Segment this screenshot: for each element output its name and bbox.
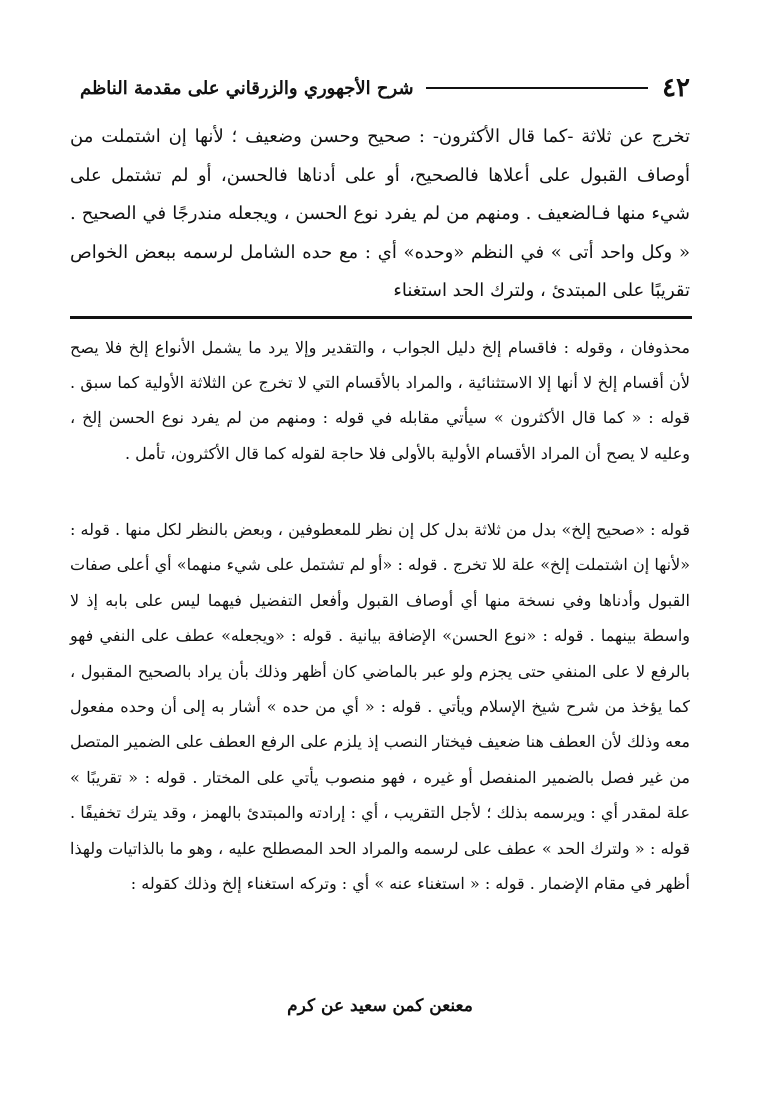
main-text-paragraph: تخرج عن ثلاثة -كما قال الأكثرون- : صحيح وحسن وضعيف ؛ لأنها إن اشتملت من أوصاف القبول على أعلاها فالصحيح، أو على أدناها فالحسن، أو لم تشتمل على شيء منها فـالضعيف . ومنهم من لم يفرد نوع الحسن ، ويجعله مندرجًا في الصحيح . « وكل واحد أتى » في النظم «وحده» أي : مع حده الشامل لرسمه ببعض الخواص تقريبًا على المبتدئ ، ولترك الحد استغناء bbox=[70, 126, 690, 302]
page-number: ٤٢ bbox=[662, 73, 690, 103]
running-title: شرح الأجهوري والزرقاني على مقدمة الناظم bbox=[80, 77, 414, 99]
main-text-block bbox=[70, 118, 690, 311]
section-separator bbox=[70, 316, 692, 319]
commentary-block bbox=[70, 512, 690, 901]
commentary-paragraph: قوله : «صحيح إلخ» بدل من ثلاثة بدل كل إن نظر للمعطوفين ، وبعض بالنظر لكل منها . قوله : «لأنها إن اشتملت إلخ» علة للا تخرج . قوله : «أو لم تشتمل على شيء منهما» أي أعلى صفات القبول وأدناها وفي نسخة منها أي أوصاف القبول وأفعل التفضيل فيهما ليس على بابه إذ لا واسطة بينهما . قوله : «نوع الحسن» الإضافة بيانية . قوله : «ويجعله» عطف على النفي فهو بالرفع لا على المنفي حتى يجزم ولو عبر بالماضي كان أظهر وذلك بأن يراد بالصحيح المقبول ، كما يؤخذ من شرح شيخ الإسلام ويأتي . قوله : « أي من حده » أشار به إلى أن وحده مفعول معه وذلك لأن العطف هنا ضعيف فيختار النصب إذ يلزم على الرفع العطف على الضمير المتصل من غير فصل بالضمير المنفصل أو غيره ، فهو منصوب يأتي على المختار . قوله : « تقريبًا » علة لمقدر أي : ويرسمه بذلك ؛ لأجل التقريب ، أي : إرادته والمبتدئ بالهمز ، وقد يترك تخفيفًا . قوله : « ولترك الحد » عطف على لرسمه والمراد الحد المصطلح عليه ، وهو ما بالذاتيات ولهذا أظهر في مقام الإضمار . قوله : « استغناء عنه » أي : وتركه استغناء إلخ وذلك كقوله : bbox=[70, 520, 691, 894]
verse-line: معنعن كمن سعيد عن كرم bbox=[287, 996, 473, 1016]
header-rule bbox=[426, 87, 649, 89]
margin-note-paragraph: محذوفان ، وقوله : فاقسام إلخ دليل الجواب ، والتقدير وإلا يرد ما يشمل الأنواع إلخ فلا يصح لأن أقسام إلخ لا أنها إلا الاستثنائية ، والمراد بالأقسام التي لا تخرج عن الثلاثة الأولية كما سبق . قوله : « كما قال الأكثرون » سيأتي مقابله في قوله : ومنهم من لم يفرد نوع الحسن إلخ ، وعليه لا يصح أن المراد الأقسام الأولية بالأولى فلا حاجة لقوله كما قال الأكثرون، تأمل . bbox=[70, 338, 690, 463]
margin-note-block bbox=[70, 330, 690, 471]
page-header bbox=[80, 68, 690, 108]
